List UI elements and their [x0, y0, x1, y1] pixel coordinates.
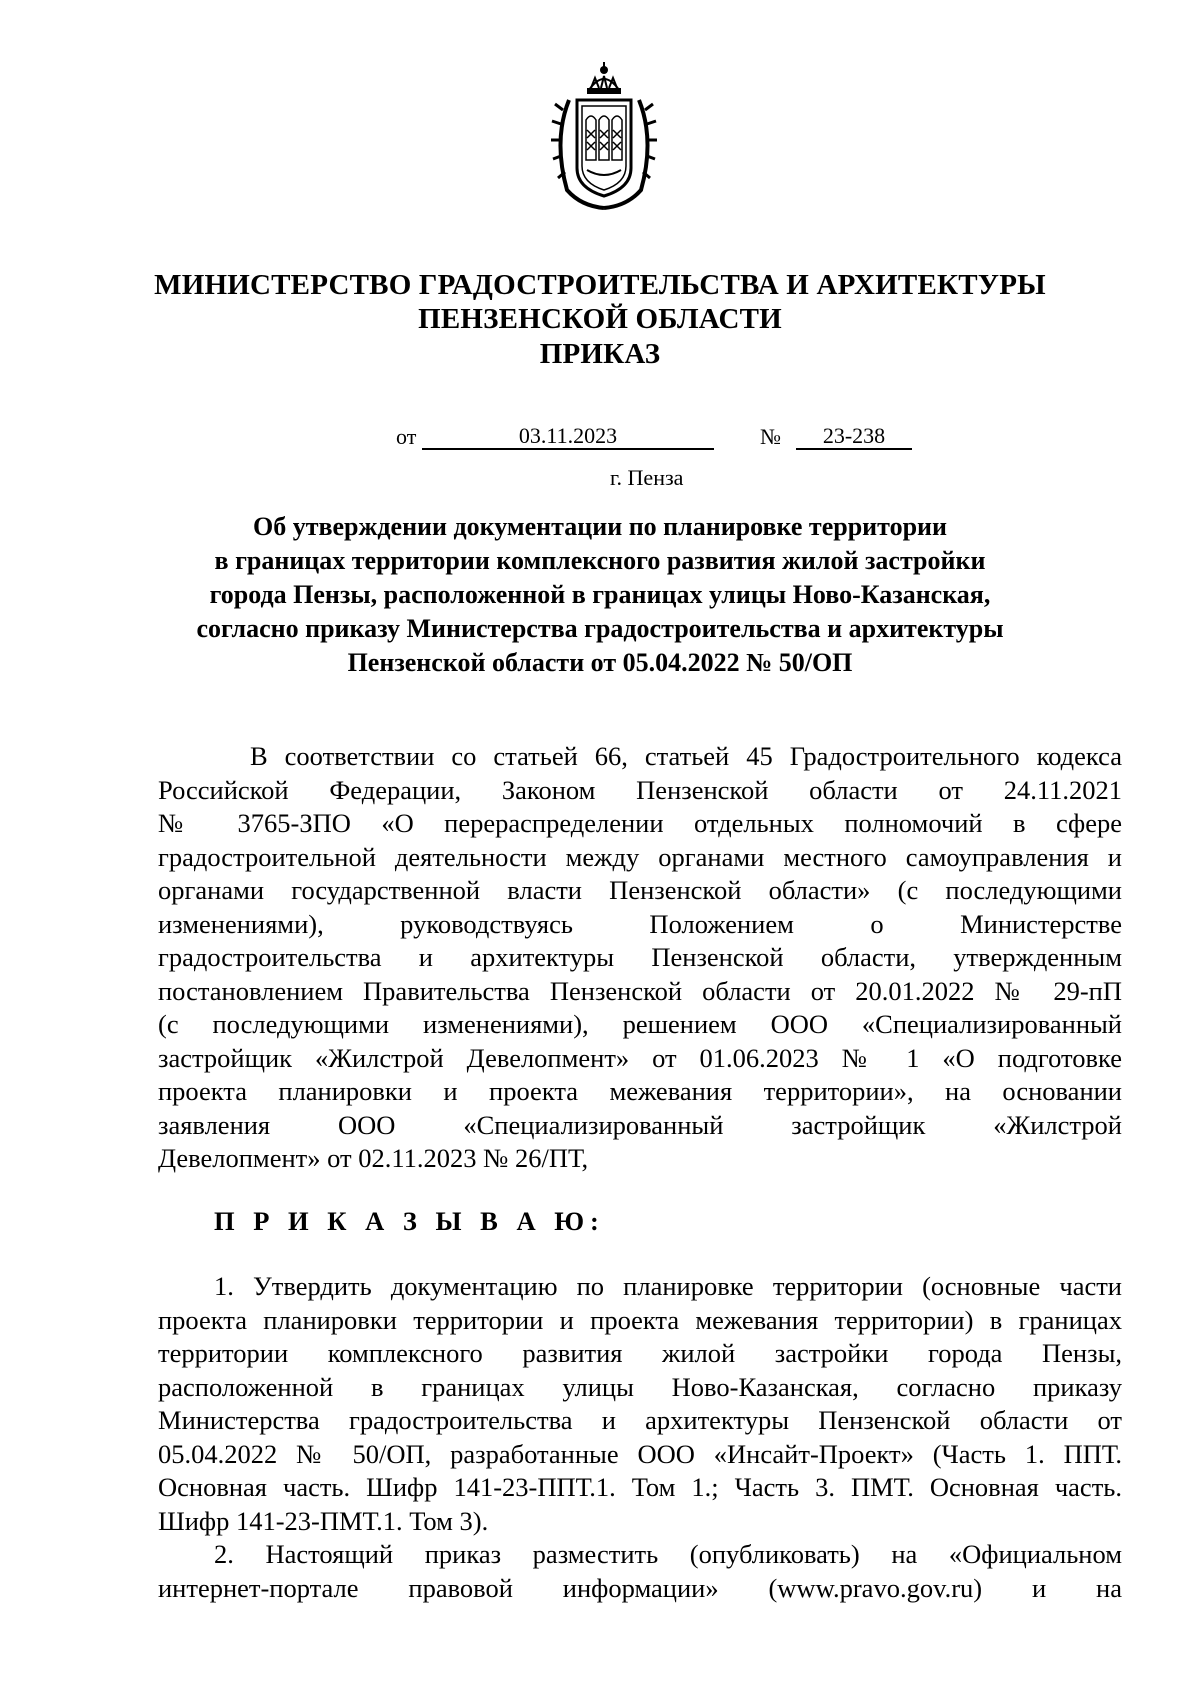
text-line: проекта планировки и проекта межевания территории», на основании [158, 1076, 1122, 1106]
text-line: Шифр 141-23-ПМТ.1. Том 3). [158, 1505, 489, 1536]
document-type: ПРИКАЗ [539, 338, 661, 370]
order-heading: П Р И К А З Ы В А Ю: [214, 1206, 605, 1236]
region-name: ПЕНЗЕНСКОЙ ОБЛАСТИ [418, 303, 782, 335]
coat-of-arms-icon [551, 60, 657, 210]
text-line: расположенной в границах улицы Ново-Казанская, согласно приказу [158, 1371, 1122, 1402]
text-line: градостроительной деятельности между органами местного самоуправления и [158, 841, 1122, 872]
text-line: 2. Настоящий приказ разместить (опубликовать) на «Официальном [214, 1539, 1122, 1569]
text-line: проекта планировки территории и проекта межевания территории) в границах [158, 1304, 1122, 1335]
document-number: 23-238 [796, 424, 912, 450]
preamble-paragraph [158, 740, 1122, 1176]
number-label: № [760, 424, 781, 449]
subject-line: города Пензы, расположенной в границах улицы Ново-Казанская, [209, 580, 991, 609]
date-label: от [396, 424, 417, 449]
ministry-name: МИНИСТЕРСТВО ГРАДОСТРОИТЕЛЬСТВА И АРХИТЕКТУРЫ [154, 269, 1046, 301]
order-item-2 [158, 1538, 1122, 1605]
subject-line: Об утверждении документации по планировке территории [252, 512, 947, 541]
subject-line: согласно приказу Министерства градостроительства и архитектуры [196, 614, 1004, 643]
text-line: № 3765-ЗПО «О перераспределении отдельных полномочий в сфере [158, 808, 1122, 838]
text-line: градостроительства и архитектуры Пензенской области, утвержденным [158, 942, 1122, 972]
city: г. Пенза [610, 465, 684, 490]
document-date: 03.11.2023 [422, 424, 714, 450]
text-line: изменениями), руководствуясь Положением о Министерстве [158, 908, 1122, 939]
text-line: (с последующими изменениями), решением ООО «Специализированный [158, 1009, 1122, 1039]
subject-line: в границах территории комплексного развития жилой застройки [214, 546, 986, 575]
text-line: Российской Федерации, Законом Пензенской области от 24.11.2021 [158, 774, 1122, 805]
document-subject [0, 510, 1200, 680]
text-line: Девелопмент» от 02.11.2023 № 26/ПТ, [158, 1143, 589, 1173]
text-line: территории комплексного развития жилой застройки города Пензы, [158, 1338, 1122, 1368]
order-item-1 [158, 1270, 1122, 1538]
text-line: застройщик «Жилстрой Девелопмент» от 01.06.2023 № 1 «О подготовке [158, 1042, 1122, 1073]
text-line: В соответствии со статьей 66, статьей 45 Градостроительного кодекса [250, 741, 1122, 771]
text-line: 05.04.2022 № 50/ОП, разработанные ООО «Инсайт-Проект» (Часть 1. ППТ. [158, 1438, 1122, 1469]
text-line: Основная часть. Шифр 141-23-ППТ.1. Том 1.; Часть 3. ПМТ. Основная часть. [158, 1472, 1122, 1502]
subject-line: Пензенской области от 05.04.2022 № 50/ОП [347, 648, 853, 677]
text-line: заявления ООО «Специализированный застройщик «Жилстрой [158, 1109, 1122, 1140]
text-line: постановлением Правительства Пензенской области от 20.01.2022 № 29-пП [158, 975, 1122, 1006]
text-line: органами государственной власти Пензенской области» (с последующими [158, 875, 1122, 905]
text-line: 1. Утвердить документацию по планировке территории (основные части [214, 1271, 1122, 1301]
text-line: Министерства градостроительства и архитектуры Пензенской области от [158, 1405, 1122, 1435]
text-line: интернет-портале правовой информации» (www.pravo.gov.ru) и на [158, 1572, 1122, 1603]
